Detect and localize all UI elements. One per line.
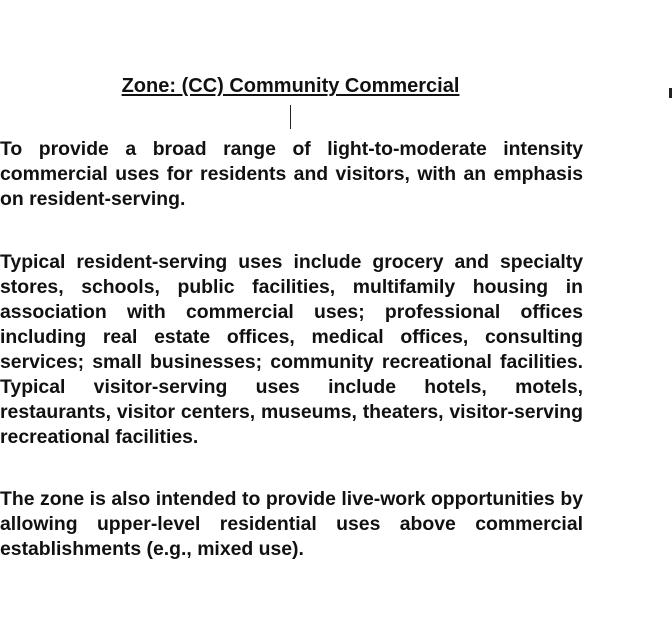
live-work-paragraph: The zone is also intended to provide live-work opportunities by allowing upper-level residential uses above commercial establishments (e.g., mixed use). <box>0 488 583 560</box>
text-cursor <box>290 105 291 129</box>
typical-uses-paragraph: Typical resident-serving uses include grocery and specialty stores, schools, public facilities, multifamily housing in association with commercial uses; professional offices including real estate offices, medical offices, consulting services; small businesses; community recreational facilities. Typical visitor-serving uses include hotels, motels, restaurants, visitor centers, museums, theaters, visitor-serving recreational facilities. <box>0 251 583 448</box>
purpose-paragraph: To provide a broad range of light-to-moderate intensity commercial uses for residents and visitors, with an emphasis on resident-serving. <box>0 138 583 210</box>
zone-title: Zone: (CC) Community Commercial <box>121 75 460 97</box>
